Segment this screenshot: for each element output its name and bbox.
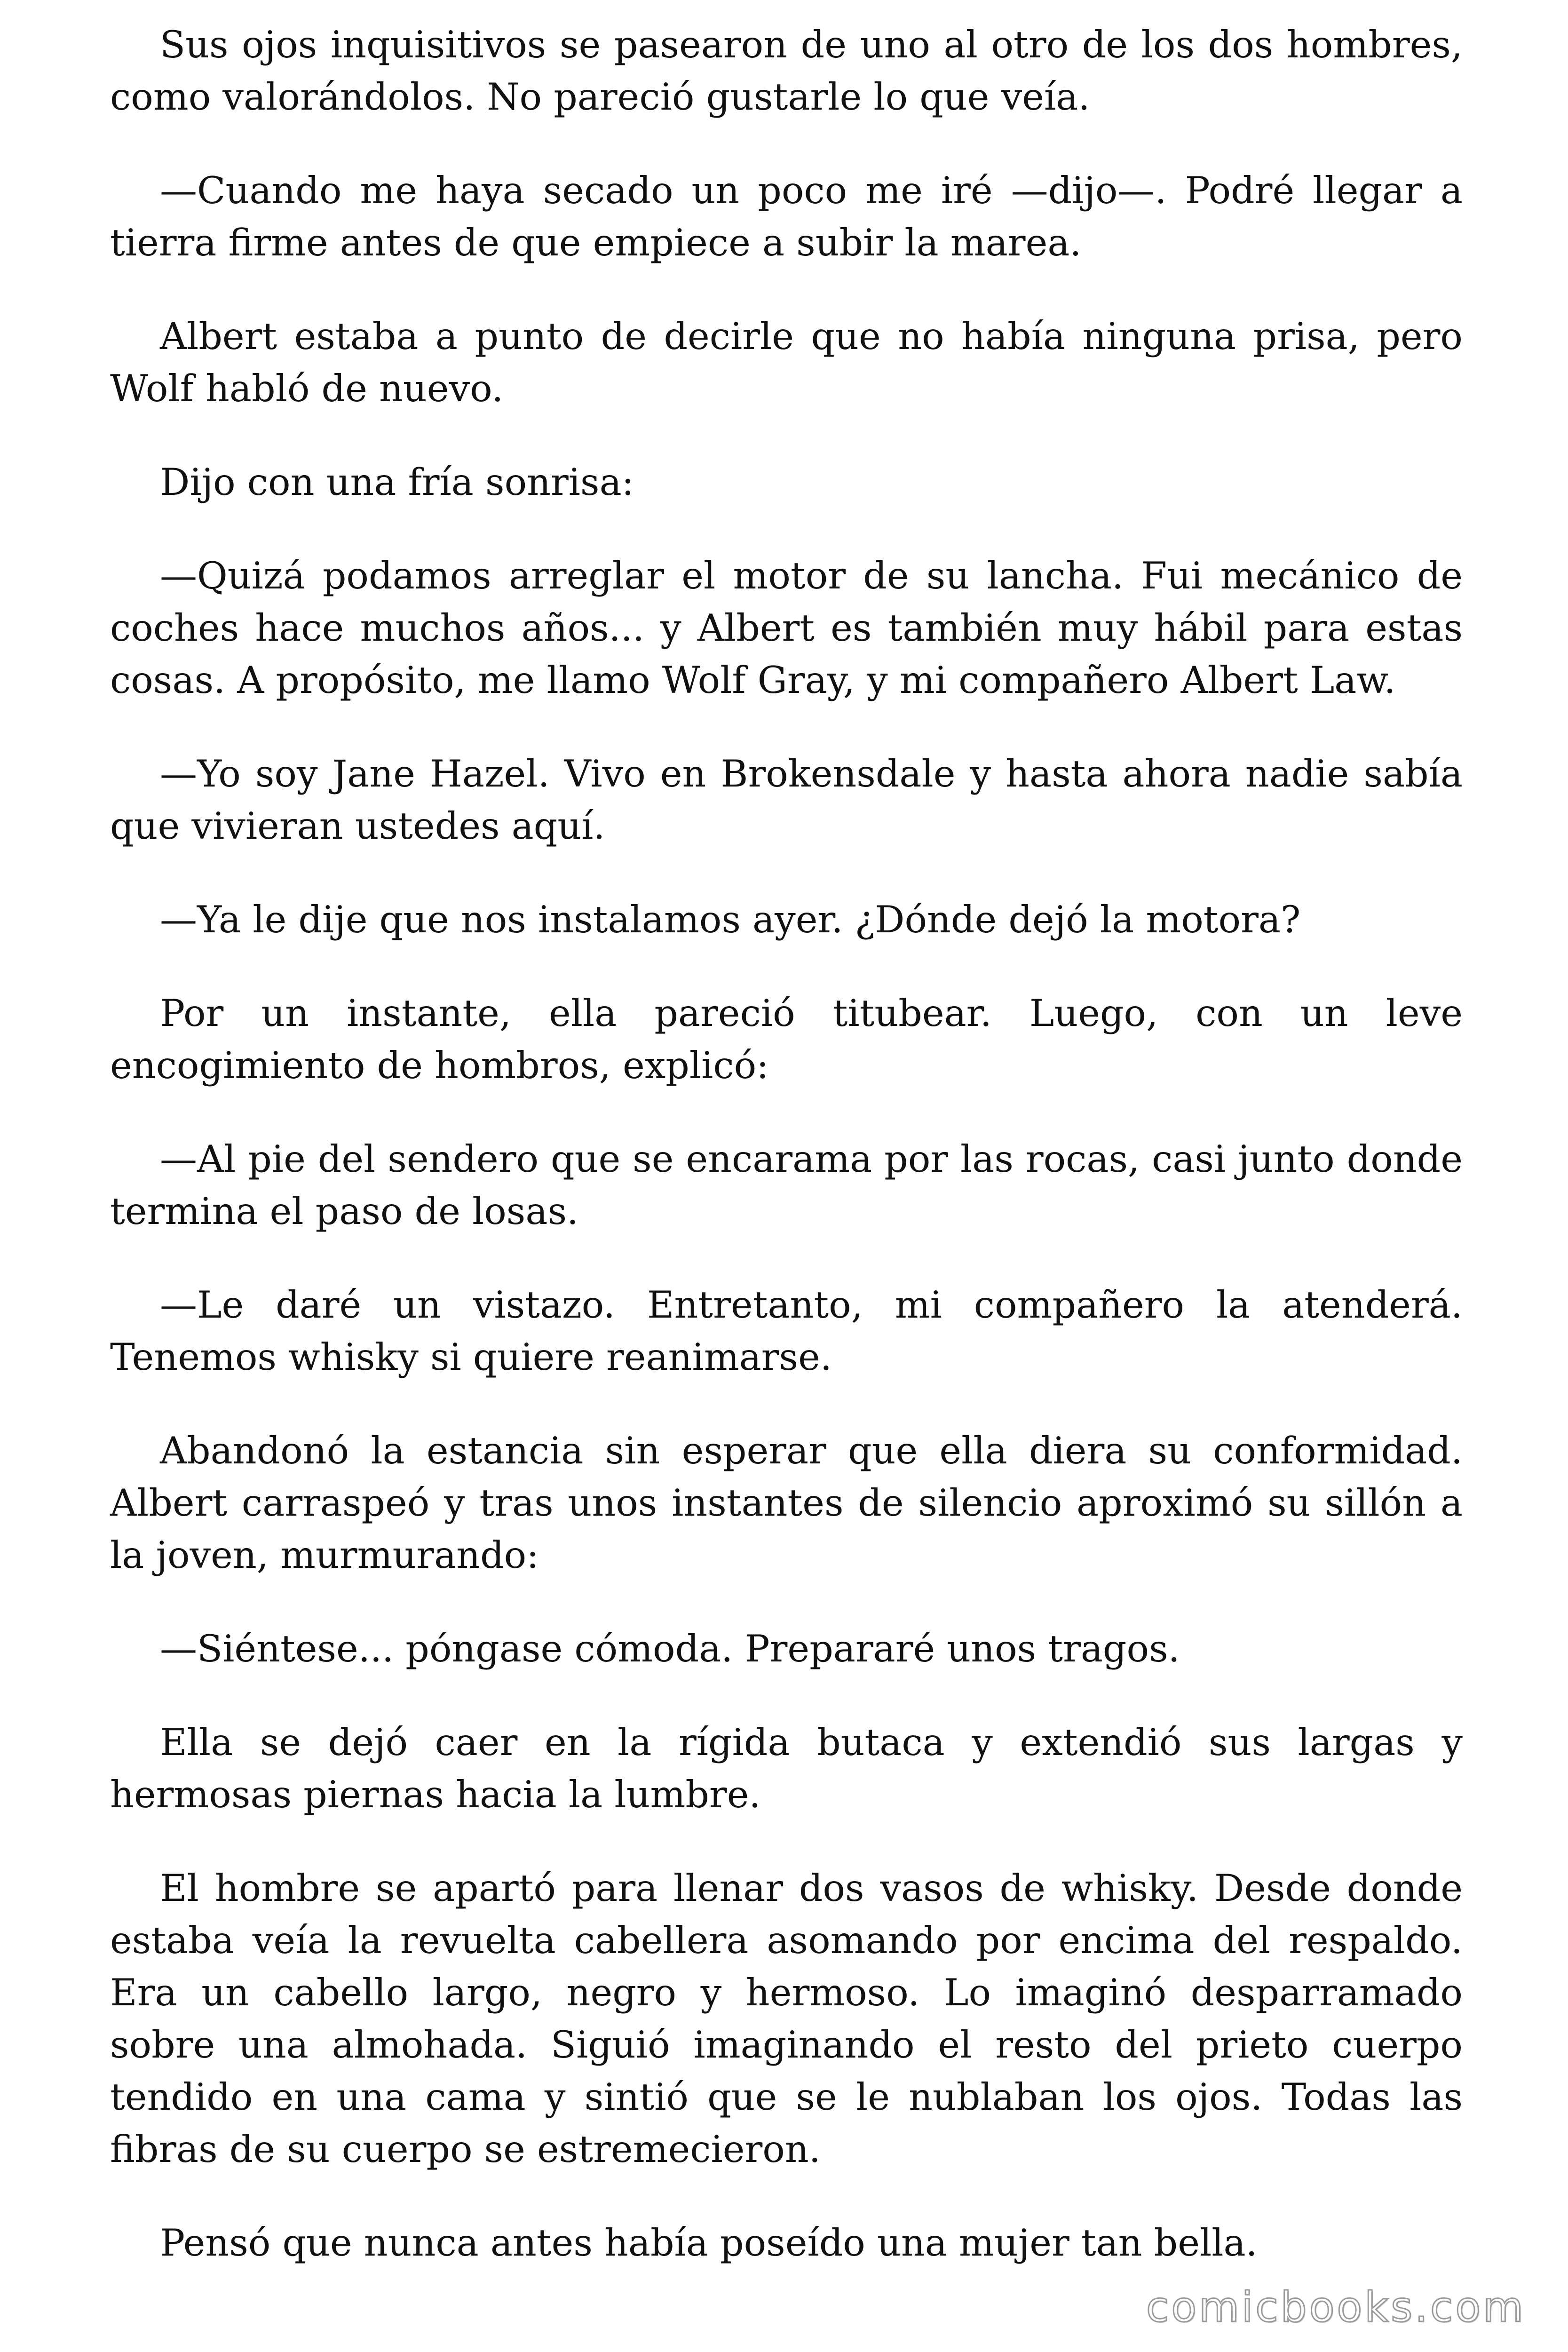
paragraph: —Cuando me haya secado un poco me iré —dijo—. Podré llegar a tierra firme antes de que empiece a subir la marea.	[110, 169, 1463, 264]
paragraph: El hombre se apartó para llenar dos vasos de whisky. Desde donde estaba veía la revuelta cabellera asomando por encima del respaldo. Era un cabello largo, negro y hermoso. Lo imaginó desparramado sobre una almohada. Siguió imaginando el resto del prieto cuerpo tendido en una cama y sintió que se le nublaban los ojos. Todas las fibras de su cuerpo se estremecieron.	[110, 1867, 1463, 2171]
paragraph: —Siéntese... póngase cómoda. Prepararé unos tragos.	[160, 1627, 1180, 1670]
paragraph: —Al pie del sendero que se encarama por las rocas, casi junto donde termina el paso de losas.	[110, 1137, 1463, 1233]
paragraph: Dijo con una fría sonrisa:	[160, 461, 634, 504]
paragraph: Sus ojos inquisitivos se pasearon de uno al otro de los dos hombres, como valorándolos. No pareció gustarle lo que veía.	[110, 23, 1463, 119]
paragraph: Abandonó la estancia sin esperar que ella diera su conformidad. Albert carraspeó y tras unos instantes de silencio aproximó su sillón a la joven, murmurando:	[110, 1429, 1463, 1577]
paragraph: Pensó que nunca antes había poseído una mujer tan bella.	[160, 2221, 1258, 2265]
paragraph: Por un instante, ella pareció titubear. Luego, con un leve encogimiento de hombros, explicó:	[110, 992, 1463, 1087]
paragraph: —Le daré un vistazo. Entretanto, mi compañero la atenderá. Tenemos whisky si quiere reanimarse.	[110, 1283, 1463, 1379]
paragraph: —Quizá podamos arreglar el motor de su lancha. Fui mecánico de coches hace muchos años... y Albert es también muy hábil para estas cosas. A propósito, me llamo Wolf Gray, y mi compañero Albert Law.	[110, 554, 1463, 702]
paragraph: Ella se dejó caer en la rígida butaca y extendió sus largas y hermosas piernas hacia la lumbre.	[110, 1721, 1463, 1816]
document-page	[110, 19, 1463, 2311]
paragraph: —Yo soy Jane Hazel. Vivo en Brokensdale y hasta ahora nadie sabía que vivieran ustedes aquí.	[110, 752, 1463, 848]
paragraph: Albert estaba a punto de decirle que no había ninguna prisa, pero Wolf habló de nuevo.	[110, 315, 1463, 410]
paragraph: —Ya le dije que nos instalamos ayer. ¿Dónde dejó la motora?	[160, 898, 1301, 941]
watermark: comicbooks.com	[1146, 2283, 1526, 2331]
